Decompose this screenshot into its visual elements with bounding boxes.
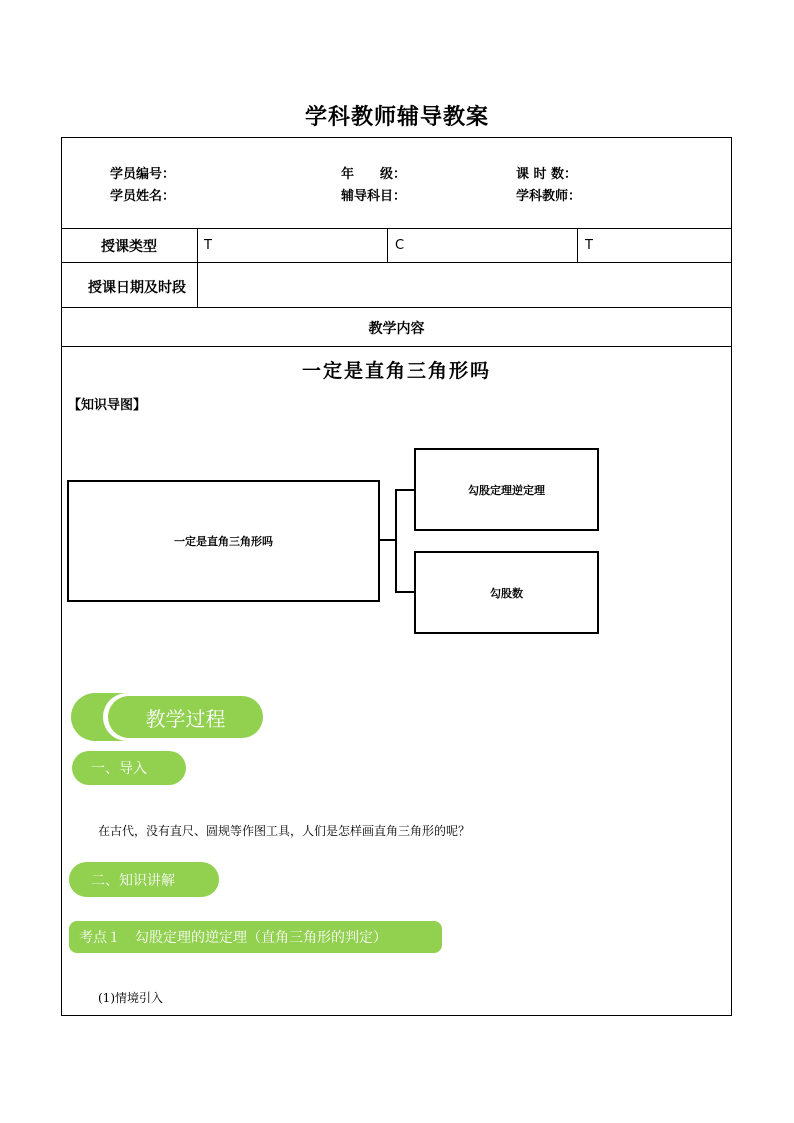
teaching-process-text: 教学过程 [145,706,226,731]
table-divider [61,307,732,308]
table-column-divider [577,228,578,262]
mindmap-child-node [414,448,599,531]
knowledge-section-badge [69,862,219,897]
intro-section-badge [72,751,186,785]
mindmap-child-label: 勾股定理逆定理 [468,483,545,497]
student-id-label: 学员编号： [110,167,176,182]
knowledge-section-label: 二、知识讲解 [91,872,175,889]
student-name-label: 学员姓名： [110,189,176,204]
table-divider [61,228,732,229]
table-column-divider [197,228,198,307]
course-type-value: T [204,238,212,253]
key-point-badge [69,921,442,953]
table-divider [61,262,732,263]
mindmap-heading: 【知识导图】 [68,398,147,413]
mindmap-root-label: 一定是直角三角形吗 [174,535,273,548]
intro-question-text: 在古代，没有直尺、圆规等作图工具，人们是怎样画直角三角形的呢？ [98,824,471,838]
course-type-value: T [585,238,593,253]
situation-intro-text: (1)情境引入 [98,991,163,1005]
table-column-divider [387,228,388,262]
teacher-label: 学科教师： [516,189,582,204]
mindmap-connector [395,489,414,491]
teaching-process-banner [71,693,265,741]
course-type-label: 授课类型 [101,239,157,255]
mindmap-child-label: 勾股数 [490,586,523,600]
teaching-content-label: 教学内容 [368,321,425,337]
mindmap-connector [395,591,414,593]
lesson-date-label: 授课日期及时段 [88,280,186,296]
course-type-value: C [395,238,405,253]
lesson-title: 一定是直角三角形吗 [301,360,491,382]
subject-label: 辅导科目： [341,189,407,204]
intro-section-label: 一、导入 [91,761,147,777]
mindmap-child-node [414,551,599,634]
table-divider [61,346,732,347]
class-hours-label: 课 时 数： [516,167,578,182]
grade-label: 年 级： [341,167,407,182]
document-title: 学科教师辅导教案 [304,105,489,130]
mindmap-connector [395,489,397,593]
mindmap-root-node [67,480,380,602]
key-point-label: 考点１ 勾股定理的逆定理（直角三角形的判定） [79,930,387,946]
teaching-process-title [108,696,263,738]
